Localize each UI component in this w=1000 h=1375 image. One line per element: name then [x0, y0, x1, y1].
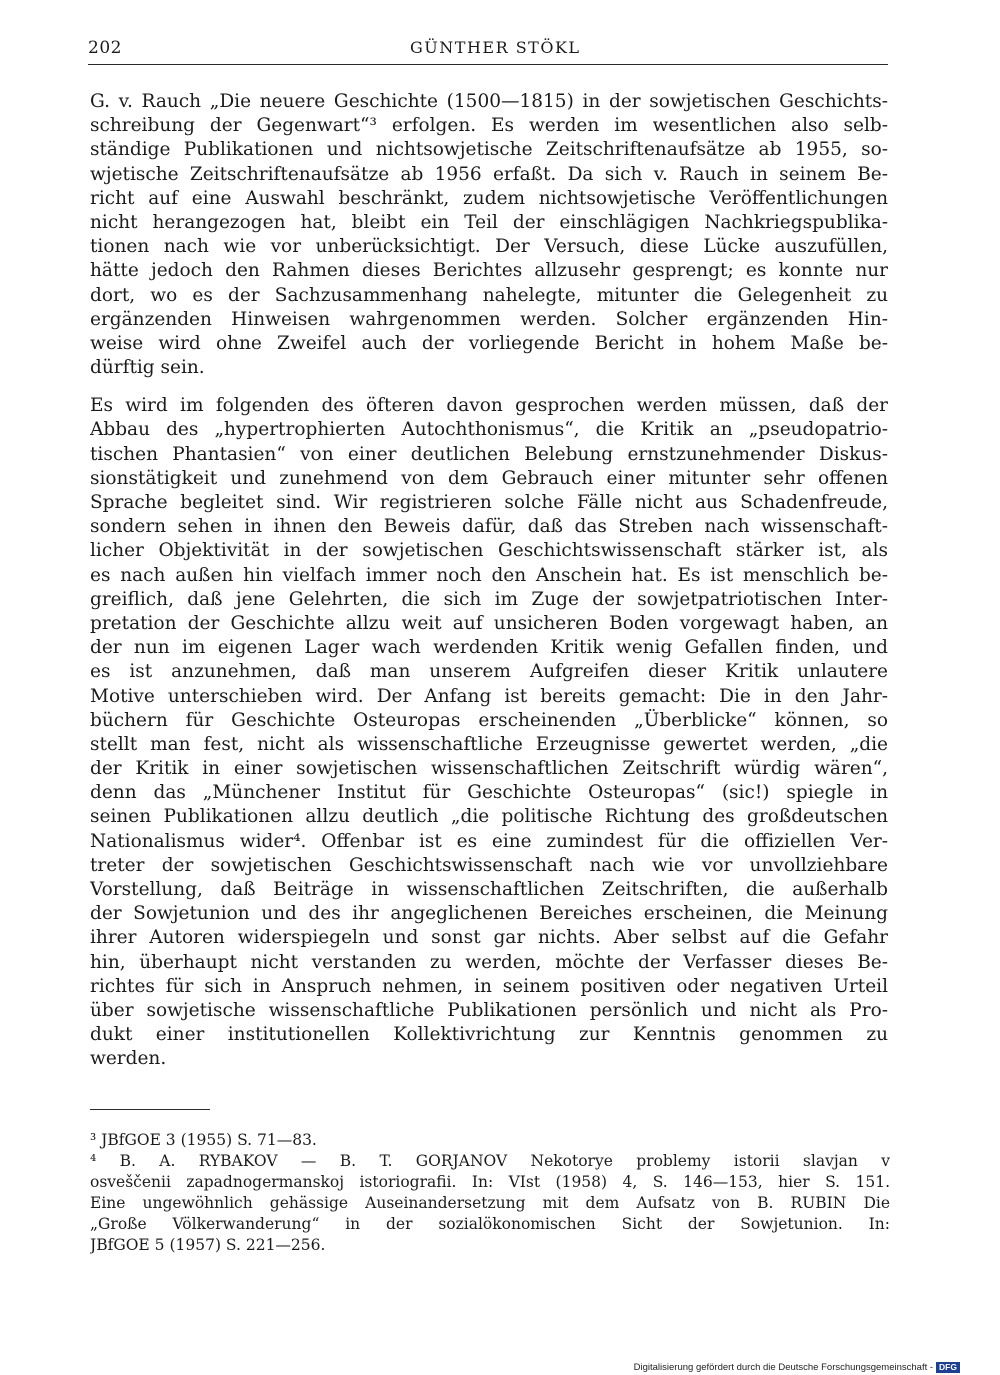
text-line: büchern für Geschichte Osteuropas erscheinenden „Überblicke“ können, so	[90, 709, 888, 731]
paragraph	[90, 90, 888, 380]
text-line: ständige Publikationen und nichtsowjetische Zeitschriftenaufsätze ab 1955, so-	[90, 139, 888, 161]
text-line: nicht herangezogen hat, bleibt ein Teil der einschlägigen Nachkriegspublika-	[90, 211, 888, 233]
text-line: treter der sowjetischen Geschichtswissenschaft nach wie vor unvollziehbare	[90, 854, 888, 876]
footnote-line: osveščenii zapadnogermanskoj istoriografii. In: VIst (1958) 4, S. 146—153, hier S. 151.	[90, 1173, 890, 1191]
digitization-credit	[634, 1362, 960, 1374]
footnote-line: Eine ungewöhnlich gehässige Auseinandersetzung mit dem Aufsatz von B. RUBIN Die	[90, 1194, 890, 1212]
footnotes	[90, 1130, 890, 1256]
text-line: sondern sehen in ihnen den Beweis dafür, daß das Streben nach wissenschaft-	[90, 516, 888, 538]
text-line: der Sowjetunion und des ihr angeglichenen Bereiches erscheinen, die Meinung	[90, 903, 888, 925]
text-line: Nationalismus wider⁴. Offenbar ist es eine zumindest für die offiziellen Ver-	[90, 830, 888, 852]
credit-text: Digitalisierung gefördert durch die Deutsche Forschungsgemeinschaft -	[633, 1362, 934, 1374]
footnote-line: ³ JBfGOE 3 (1955) S. 71—83.	[90, 1131, 317, 1149]
text-line: richt auf eine Auswahl beschränkt, zudem nichtsowjetische Veröffentlichungen	[90, 187, 888, 209]
page-number: 202	[88, 38, 122, 58]
text-line: dürftig sein.	[90, 357, 205, 379]
text-line: ihrer Autoren widerspiegeln und sonst gar nichts. Aber selbst auf die Gefahr	[90, 927, 888, 949]
dfg-logo: DFG	[936, 1362, 960, 1373]
body-text	[90, 90, 888, 1072]
text-line: seinen Publikationen allzu deutlich „die politische Richtung des großdeutschen	[90, 806, 888, 828]
text-line: es ist anzunehmen, daß man unserem Aufgreifen dieser Kritik unlautere	[90, 661, 888, 683]
text-line: werden.	[90, 1048, 167, 1070]
text-line: dukt einer institutionellen Kollektivrichtung zur Kenntnis genommen zu	[90, 1024, 888, 1046]
footnote-line: ⁴ B. A. RYBAKOV — B. T. GORJANOV Nekotorye problemy istorii slavjan v	[90, 1152, 890, 1170]
paragraph-gap	[90, 380, 888, 394]
text-line: es nach außen hin vielfach immer noch den Anschein hat. Es ist menschlich be-	[90, 564, 888, 586]
text-line: G. v. Rauch „Die neuere Geschichte (1500—1815) in der sowjetischen Geschichts-	[90, 91, 888, 112]
running-head: GÜNTHER STÖKL	[410, 38, 581, 57]
paragraph	[90, 394, 888, 1071]
text-line: denn das „Münchener Institut für Geschichte Osteuropas“ (sic!) spiegle in	[90, 782, 888, 804]
text-line: tionen nach wie vor unberücksichtigt. Der Versuch, diese Lücke auszufüllen,	[90, 236, 888, 258]
text-line: tischen Phantasien“ von einer deutlichen Belebung ernstzunehmender Diskus-	[90, 443, 888, 465]
text-line: Es wird im folgenden des öfteren davon gesprochen werden müssen, daß der	[90, 395, 888, 417]
text-line: licher Objektivität in der sowjetischen Geschichtswissenschaft stärker ist, als	[90, 540, 888, 562]
text-line: Abbau des „hypertrophierten Autochthonismus“, die Kritik an „pseudopatrio-	[90, 419, 888, 441]
text-line: schreibung der Gegenwart“³ erfolgen. Es werden im wesentlichen also selb-	[90, 115, 888, 137]
text-line: sionstätigkeit und zunehmend von dem Gebrauch einer mitunter sehr offenen	[90, 467, 888, 489]
text-line: Motive unterschieben wird. Der Anfang ist bereits gemacht: Die in den Jahr-	[90, 685, 888, 707]
footnote-divider	[90, 1109, 210, 1110]
text-line: pretation der Geschichte allzu weit auf unsicheren Boden vorgewagt haben, an	[90, 612, 888, 634]
text-line: richtes für sich in Anspruch nehmen, in seinem positiven oder negativen Urteil	[90, 975, 888, 997]
text-line: weise wird ohne Zweifel auch der vorliegende Bericht in hohem Maße be-	[90, 332, 888, 354]
text-line: hätte jedoch den Rahmen dieses Berichtes allzusehr gesprengt; es konnte nur	[90, 260, 888, 282]
text-line: greiflich, daß jene Gelehrten, die sich im Zuge der sowjetpatriotischen Inter-	[90, 588, 888, 610]
text-line: ergänzenden Hinweisen wahrgenommen werden. Solcher ergänzenden Hin-	[90, 308, 888, 330]
text-line: Vorstellung, daß Beiträge in wissenschaftlichen Zeitschriften, die außerhalb	[90, 879, 888, 900]
text-line: über sowjetische wissenschaftliche Publikationen persönlich und nicht als Pro-	[90, 999, 888, 1021]
text-line: Sprache begleitet sind. Wir registrieren solche Fälle nicht aus Schadenfreude,	[90, 492, 888, 513]
footnote-line: JBfGOE 5 (1957) S. 221—256.	[90, 1236, 326, 1254]
text-line: der Kritik in einer sowjetischen wissenschaftlichen Zeitschrift würdig wären“,	[90, 758, 888, 780]
text-line: der nun im eigenen Lager wach werdenden Kritik wenig Gefallen finden, und	[90, 637, 888, 659]
text-line: wjetische Zeitschriftenaufsätze ab 1956 erfaßt. Da sich v. Rauch in seinem Be-	[90, 163, 888, 185]
footnote-line: „Große Völkerwanderung“ in der sozialökonomischen Sicht der Sowjetunion. In:	[90, 1215, 890, 1233]
page-header	[88, 38, 888, 65]
text-line: hin, überhaupt nicht verstanden zu werden, möchte der Verfasser dieses Be-	[90, 951, 888, 973]
text-line: dort, wo es der Sachzusammenhang nahelegte, mitunter die Gelegenheit zu	[90, 284, 888, 306]
text-line: stellt man fest, nicht als wissenschaftliche Erzeugnisse gewertet werden, „die	[90, 733, 888, 755]
